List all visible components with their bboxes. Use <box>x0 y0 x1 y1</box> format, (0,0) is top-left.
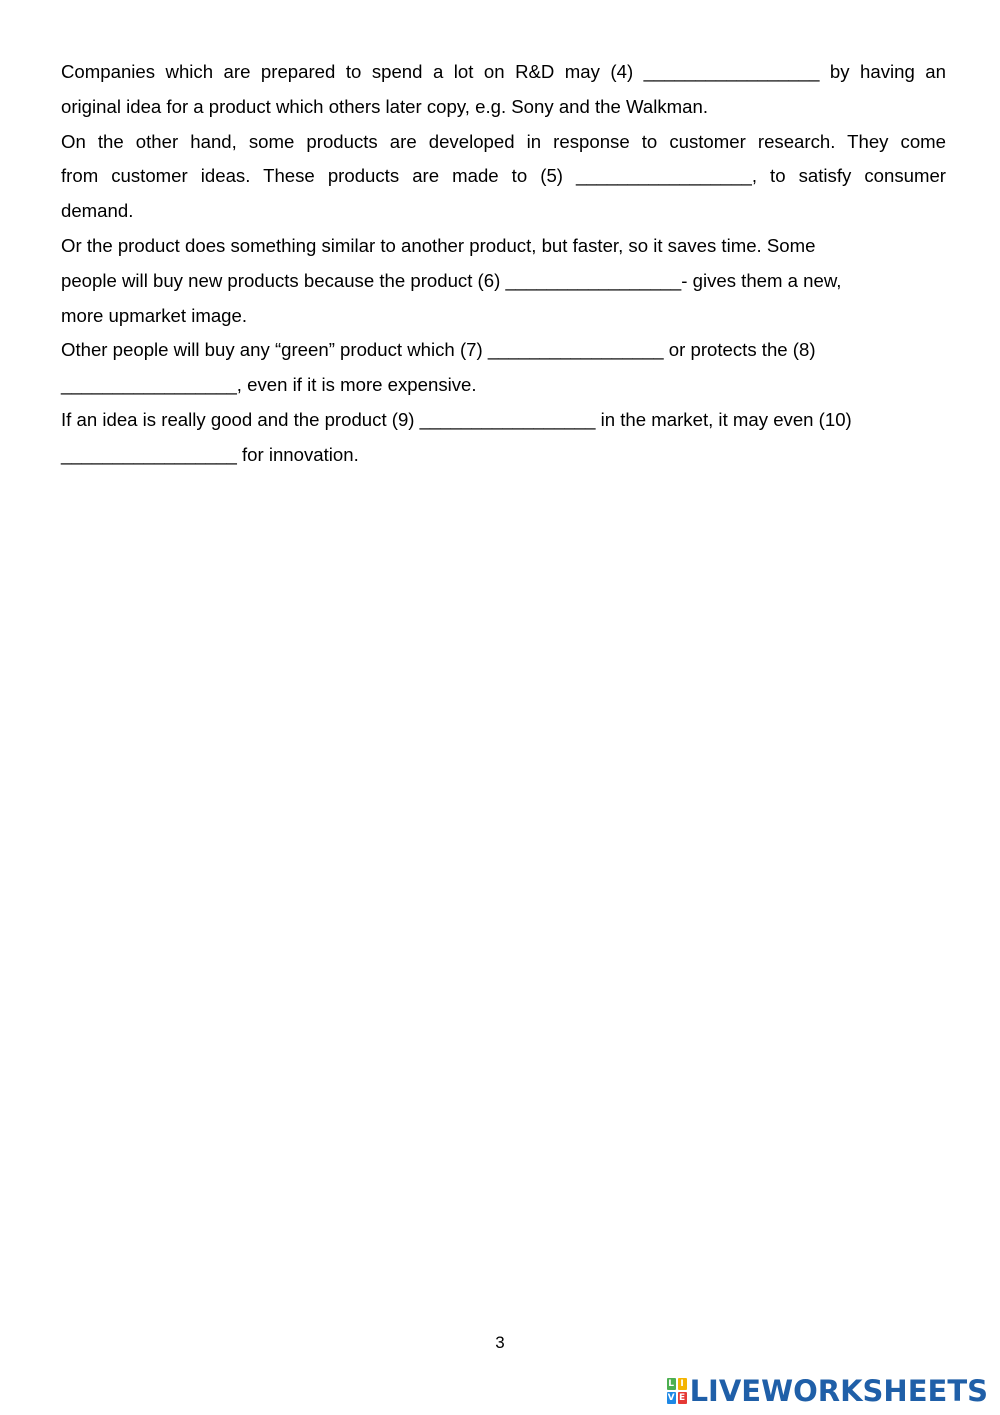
text-line-9: Other people will buy any “green” product which (7) _________________ or protects the (8) <box>61 339 816 361</box>
liveworksheets-logo <box>667 1373 988 1409</box>
logo-mark-letter-l: L <box>668 1379 674 1389</box>
text-line-6: Or the product does something similar to another product, but faster, so it saves time. Some <box>61 234 816 256</box>
text-line-2: original idea for a product which others later copy, e.g. Sony and the Walkman. <box>61 95 708 117</box>
text-line-1: Companies which are prepared to spend a lot on R&D may (4) _________________ by having an <box>61 61 946 82</box>
text-line-4: from customer ideas. These products are made to (5) _________________, to satisfy consumer <box>61 165 946 187</box>
page-number: 3 <box>495 1333 505 1352</box>
logo-mark-letter-e: E <box>679 1393 686 1403</box>
logo-text: LIVEWORKSHEETS <box>689 1374 988 1408</box>
logo-mark-letter-i: I <box>678 1378 687 1390</box>
logo-mark-letter-v: V <box>667 1393 675 1403</box>
text-line-10: _________________, even if it is more expensive. <box>61 374 477 396</box>
text-line-7: people will buy new products because the product (6) _________________- gives them a new, <box>61 269 842 291</box>
text-line-11: If an idea is really good and the product (9) _________________ in the market, it may even (10) <box>61 408 852 430</box>
worksheet-body <box>61 55 946 473</box>
text-line-12: _________________ for innovation. <box>61 443 359 465</box>
logo-mark-icon <box>667 1378 687 1404</box>
text-line-8: more upmarket image. <box>61 304 248 326</box>
text-line-3: On the other hand, some products are developed in response to customer research. They come <box>61 130 946 152</box>
text-line-5: demand. <box>61 200 134 222</box>
